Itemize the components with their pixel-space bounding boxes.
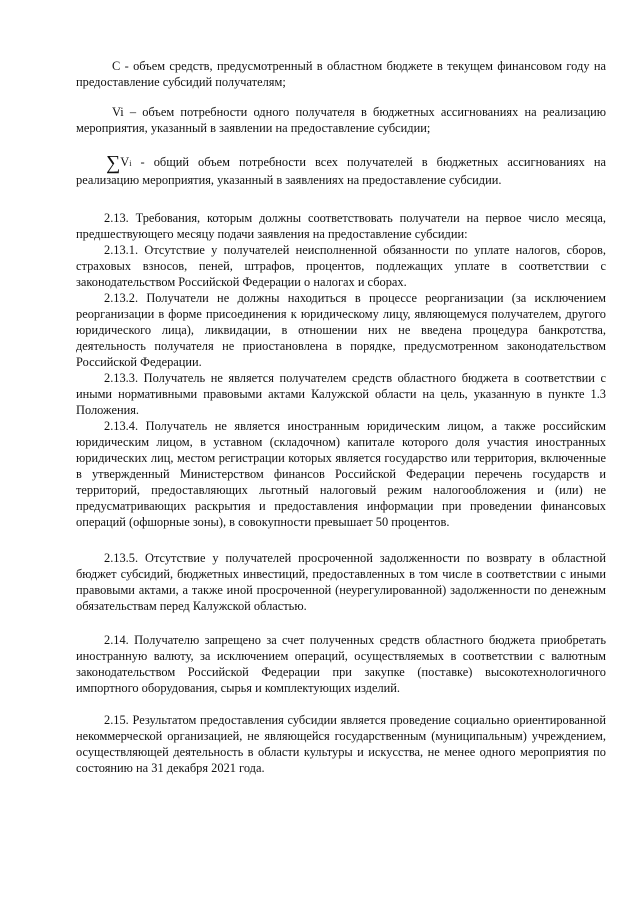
sum-text: - общий объем потребности всех получателей в бюджетных ассигнованиях на реализацию мероприятия, указанный в заявлениях на предоставление субсидии.: [76, 155, 606, 187]
definition-c: С - объем средств, предусмотренный в областном бюджете в текущем финансовом году на предоставление субсидий получателям;: [76, 59, 606, 89]
sum-i: i: [129, 159, 132, 168]
item-2-14: 2.14. Получателю запрещено за счет полученных средств областного бюджета приобретать иностранную валюту, за исключением операций, осуществляемых в соответствии с валютным законодательством Российской Федерации при закупке (поставке) высокотехнологичного импортного оборудования, сырья и комплектующих изделий.: [76, 633, 606, 695]
item-2-13-4: 2.13.4. Получатель не является иностранным юридическим лицом, а также российским юридическим лицом, в уставном (складочном) капитале которого доля участия иностранных юридических лиц, местом регистрации которых является государство или территория, включенные в утвержденный Министерством финансов Российской Федерации перечень государств и территорий, предоставляющих льготный налоговый режим налогообложения и (или) не предусматривающих раскрытия и предоставления информации при проведении финансовых операций (офшорные зоны), в совокупности превышает 50 процентов.: [76, 419, 606, 529]
item-2-15: 2.15. Результатом предоставления субсидии является проведение социально ориентированной некоммерческой организацией, не являющейся государственным (муниципальным) учреждением, осуществляющей деятельность в области культуры и искусства, не менее одного мероприятия по состоянию на 31 декабря 2021 года.: [76, 713, 606, 775]
item-2-13-5: 2.13.5. Отсутствие у получателей просроченной задолженности по возврату в областной бюджет субсидий, бюджетных инвестиций, предоставленных в том числе в соответствии с иными правовыми актами, а также иной просроченной (неурегулированной) задолженности по денежным обязательствам перед Калужской областью.: [76, 551, 606, 613]
item-2-13-2: 2.13.2. Получатели не должны находиться в процессе реорганизации (за исключением реорганизации в форме присоединения к юридическому лицу, являющемуся получателем, другого юридического лица), ликвидации, в отношении них не введена процедура банкротства, деятельность получателя не приостановлена в порядке, предусмотренном законодательством Российской Федерации.: [76, 291, 606, 369]
sum-v: V: [120, 155, 130, 169]
item-2-13-1: 2.13.1. Отсутствие у получателей неисполненной обязанности по уплате налогов, сборов, страховых взносов, пеней, штрафов, процентов, подлежащих уплате в соответствии с законодательством Российской Федерации о налогах и сборах.: [76, 243, 606, 289]
definition-vi: Vi – объем потребности одного получателя в бюджетных ассигнованиях на реализацию мероприятия, указанный в заявлении на предоставление субсидии;: [76, 105, 606, 135]
item-2-13: 2.13. Требования, которым должны соответствовать получатели на первое число месяца, предшествующего месяцу подачи заявления на предоставление субсидии:: [76, 211, 606, 241]
sum-symbol: ∑: [106, 152, 121, 174]
definition-sum: [76, 154, 606, 188]
item-2-13-3: 2.13.3. Получатель не является получателем средств областного бюджета в соответствии с иными нормативными правовыми актами Калужской области на цель, указанную в пункте 1.3 Положения.: [76, 371, 606, 417]
